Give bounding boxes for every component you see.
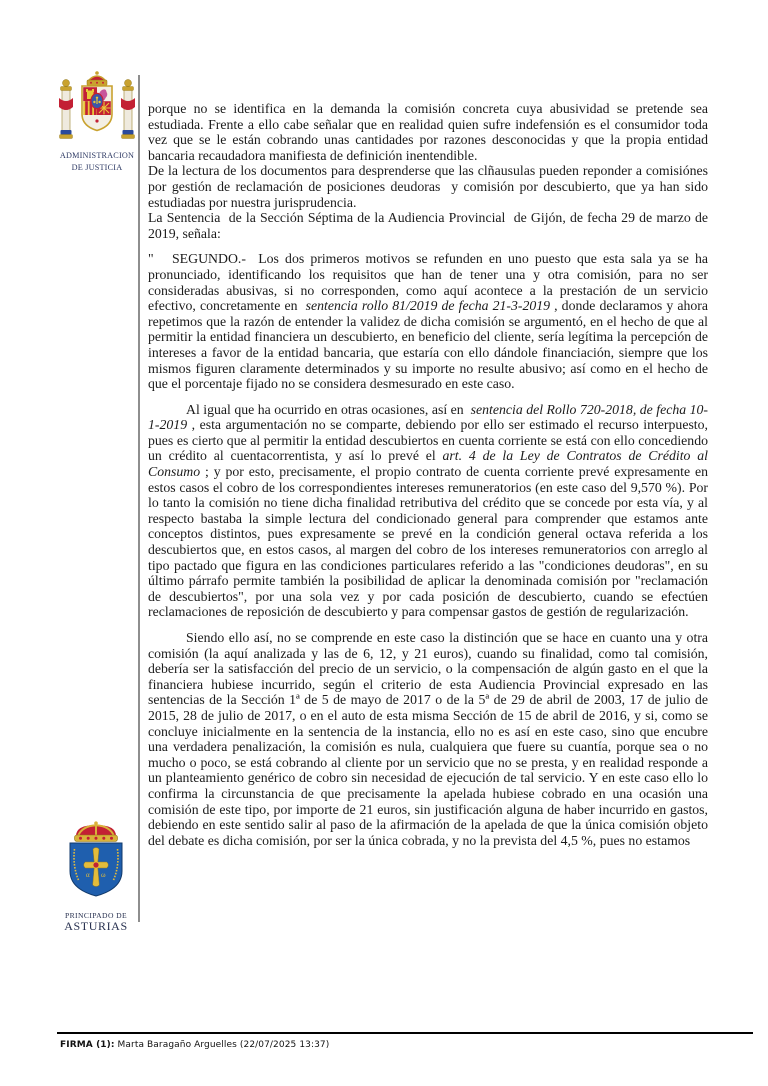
paragraph: porque no se identifica en la demanda la comisión concreta cuya abusividad se pretende sea estudiada. Frente a ello cabe señalar que en realidad quien sufre indefensión es el consumidor toda vez que se le están cobrando unas cantidades por razones desconocidas y que la propia entidad bancaria recaudadora manifiesta de definición inentendible. [148, 101, 708, 163]
signature-line [60, 1040, 329, 1050]
paragraph: De la lectura de los documentos para desprenderse que las clñausulas pueden reponder a comisiónes por gestión de reclamación de posiciones deudoras y comisión por descubierto, que ya han sido estudiadas por nuestra jurisprudencia. [148, 163, 708, 210]
spain-coat-of-arms-icon [58, 131, 136, 148]
paragraph: La Sentencia de la Sección Séptima de la Audiencia Provincial de Gijón, de fecha 29 de marzo de 2019, señala: [148, 210, 708, 241]
justice-emblem-block [55, 70, 139, 173]
asturias-coat-of-arms-icon [61, 871, 131, 908]
svg-text:α: α [86, 871, 90, 879]
paragraph: Al igual que ha ocurrido en otras ocasiones, así en sentencia del Rollo 720-2018, de fecha 10-1-2019 , esta argumentación no se comparte, debiendo por ello ser estimado el recurso interpuesto, pues es cierto que al permitir la entidad descubiertos en cuenta corriente se está con ello concediendo un crédito al cuentacorrentista, y así lo prevé el art. 4 de la Ley de Contratos de Crédito al Consumo ; y por esto, precisamente, el propio contrato de cuenta corriente prevé expresamente en estos casos el cobro de los correspondientes intereses remuneratorios (en este caso del 9,570 %). Por lo tanto la comisión no tiene dicha finalidad retributiva del crédito que se concede por esta vía, y al respecto bastaba la simple lectura del condicionado general para comprender que estamos ante conceptos distintos, pues expresamente se prevé en la condición general octava referida a los descubiertos que, en estos casos, al margen del cobro de los intereses remuneratorios con arreglo al tipo pactado que figura en las condiciones particulares referido a las "condiciones deudoras", en su último párrafo permite también la posibilidad de aplicar la denominada comisión por "reclamación de descubiertos", por una sola vez y por cada posición de descubierto, cuando se efectúen reclamaciones de reposición de descubierto y para compensar gastos de gestión de regularización. [148, 401, 708, 620]
margin-divider-line [138, 75, 140, 922]
footer-rule [57, 1032, 753, 1034]
justice-emblem-label-line1: ADMINISTRACION [59, 151, 135, 160]
asturias-emblem-label-line1: PRINCIPADO DE [64, 911, 128, 920]
signature-value: Marta Baragaño Arguelles (22/07/2025 13:37) [117, 1040, 330, 1050]
asturias-emblem-block [57, 820, 135, 933]
paragraph: " SEGUNDO.- Los dos primeros motivos se refunden en uno puesto que esta sala ya se ha pronunciado, identificando los requisitos que han de tener una y otra comisión, para no ser consideradas abusivas, si no corresponden, como aquí acontece a la prestación de un servicio efectivo, concretamente en sentencia rollo 81/2019 de fecha 21-3-2019 , donde declaramos y ahora repetimos que la razón de entender la validez de dicha comisión se argumentó, en el hecho de que al permitir la entidad financiera un descubierto, en beneficio del cliente, sería legítima la percepción de intereses a favor de la entidad bancaria, que estaría con ello dándole financiación, siempre que los mismos figuren claramente determinados y su importe no resulte abusivo; así como en el hecho de que el porcentaje fijado no se considera desmesurado en este caso. [148, 251, 708, 392]
signature-label: FIRMA (1): [60, 1040, 115, 1050]
paragraph: Siendo ello así, no se comprende en este caso la distinción que se hace en cuanto una y otra comisión (la aquí analizada y las de 6, 12, y 21 euros), cuando su finalidad, como tal comisión, debería ser la satisfacción del precio de un servicio, o la compensación de algún gasto en el que la financiera hubiese incurrido, según el criterio de esta Audiencia Provincial expresado en las sentencias de la Sección 1ª de 5 de mayo de 2017 o de la 5ª de 29 de abril de 2003, 17 de julio de 2015, 28 de julio de 2017, o en el auto de esta misma Sección de 15 de abril de 2016, y si, como se concluye inicialmente en la sentencia de la instancia, ello no es así en este caso, sino que encubre una verdadera penalización, la comisión es nula, cualquiera que fuere su cuantía, porque sea o no mucho o poco, se está cobrando al cliente por un servicio que no se presta, y en realidad responde a un planteamiento genérico de cobro sin necesidad de ejecución de tal servicio. Y en este caso ello lo confirma la circunstancia de que precisamente la apelada hubiese cobrado en una ocasión una comisión de este tipo, por importe de 21 euros, sin justificación alguna de haber incurrido en gastos, debiendo en este sentido salir al paso de la afirmación de la apelada de que la única comisión objeto del debate es dicha comisión, por ser la única cobrada, y no la prevista del 4,5 %, pues no estamos [148, 630, 708, 848]
justice-emblem-label-line2: DE JUSTICIA [71, 163, 123, 172]
document-body [148, 101, 708, 848]
svg-text:ω: ω [101, 871, 106, 879]
asturias-emblem-label-line2: ASTURIAS [64, 919, 128, 933]
